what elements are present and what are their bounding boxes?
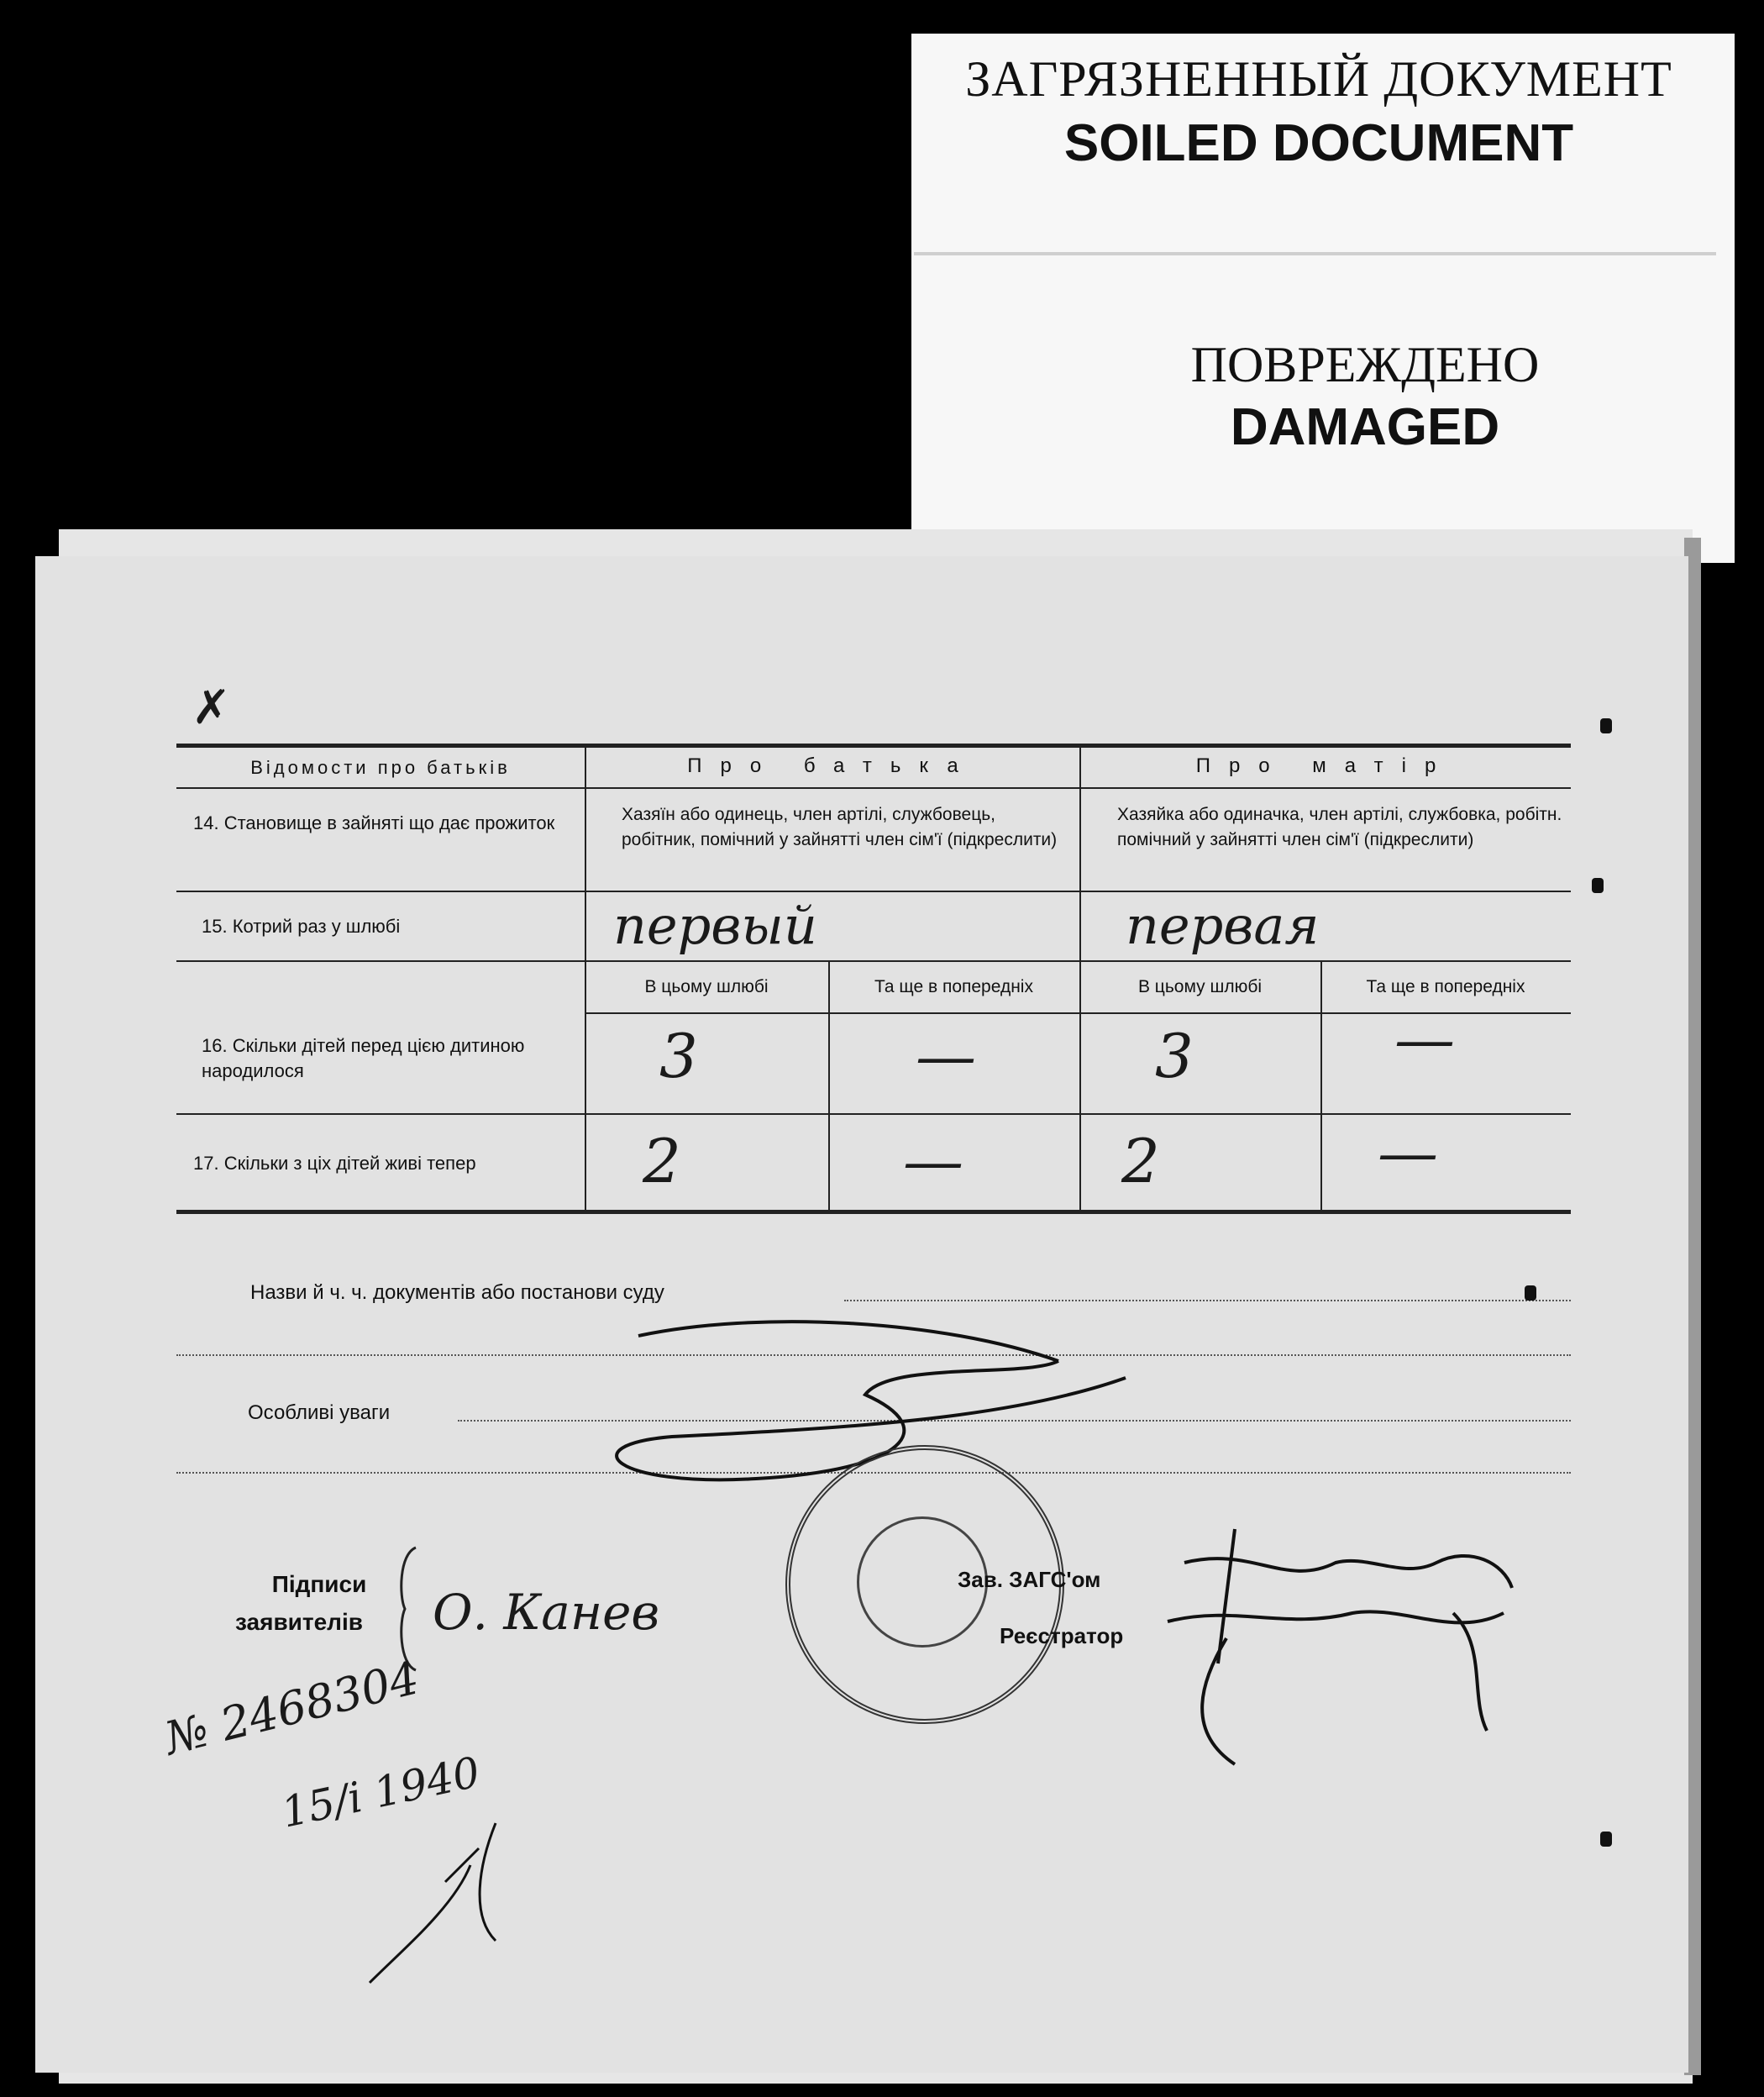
row-15-father-handwritten: первый — [613, 895, 817, 956]
row-16-father-prev: — — [916, 1021, 976, 1091]
row-15-mother-handwritten: первая — [1126, 895, 1320, 956]
subheader-mother-prev: Та ще в попередніх — [1366, 977, 1525, 996]
punch-mark — [1592, 878, 1604, 893]
table-rule — [176, 960, 1571, 962]
punch-mark — [1525, 1285, 1536, 1301]
table-rule — [176, 1113, 1571, 1115]
damaged-label-en: DAMAGED — [1230, 398, 1500, 456]
table-rule — [176, 1210, 1571, 1214]
registration-date: 15/і 1940 — [277, 1748, 485, 1837]
row-17-father-this: 2 — [643, 1126, 681, 1196]
col-header-mother: Про матір — [1195, 754, 1455, 777]
subheader-mother-this: В цьому шлюбі — [1137, 977, 1263, 996]
soiled-label-ru: ЗАГРЯЗНЕННЫЙ ДОКУМЕНТ — [965, 51, 1672, 107]
row-14-mother: Хазяйка або одиначка, член артілі, службовка, робітн. помічний у зайнятті член сім'ї (підкреслити) — [1117, 805, 1562, 849]
initials-scribble — [353, 1815, 554, 2000]
subheader-father-this: В цьому шлюбі — [644, 977, 769, 996]
official-signatures-scribble — [1151, 1512, 1537, 1781]
subheader-father-prev: Та ще в попередніх — [874, 977, 1033, 996]
table-rule — [176, 787, 1571, 789]
label-fold-line — [914, 252, 1716, 255]
row-16-mother-prev: — — [1394, 1004, 1455, 1075]
row-14-label: 14. Становище в зайняті що дає прожиток — [193, 812, 555, 833]
col-header-father: Про батька — [687, 754, 977, 777]
corner-mark: ✗ — [192, 681, 231, 735]
soiled-label — [916, 50, 1722, 173]
row-17-label: 17. Скільки з ціх дітей живі тепер — [193, 1153, 476, 1174]
row-17-mother-prev: — — [1378, 1117, 1438, 1188]
signatures-label-2: заявителів — [235, 1609, 363, 1635]
row-15-label: 15. Котрий раз у шлюбі — [202, 916, 401, 937]
documents-field-line — [844, 1300, 1571, 1301]
punch-mark — [1600, 1832, 1612, 1847]
soiled-label-en: SOILED DOCUMENT — [1063, 114, 1574, 172]
row-16-mother-this: 3 — [1155, 1021, 1194, 1091]
documents-field-label: Назви й ч. ч. документів або постанови суду — [250, 1281, 664, 1304]
row-14-father: Хазяїн або одинець, член артілі, службовець, робітник, помічний у зайнятті член сім'ї (підкреслити) — [622, 805, 1058, 849]
signatures-label-1: Підписи — [271, 1571, 367, 1597]
table-rule — [176, 891, 1571, 892]
col-header-parents: Відомости про батьків — [250, 757, 511, 778]
table-rule — [176, 744, 1571, 748]
registration-number: № 2468304 — [160, 1651, 424, 1766]
remarks-field-label: Особливі уваги — [248, 1401, 391, 1424]
parents-info-table — [176, 744, 1571, 1214]
row-16-father-this: 3 — [659, 1021, 698, 1091]
row-17-mother-this: 2 — [1121, 1126, 1160, 1196]
damaged-label — [1092, 336, 1638, 457]
punch-mark — [1600, 718, 1612, 733]
damaged-label-ru: ПОВРЕЖДЕНО — [1190, 337, 1540, 392]
registrar-label: Реєстратор — [1000, 1623, 1124, 1648]
row-17-father-prev: — — [903, 1126, 963, 1196]
head-registry-label: Зав. ЗАГС'ом — [958, 1567, 1101, 1592]
applicant-signature: О. Канев — [433, 1584, 660, 1641]
row-16-label: 16. Скільки дітей перед цією дитиною народилося — [202, 1035, 525, 1081]
